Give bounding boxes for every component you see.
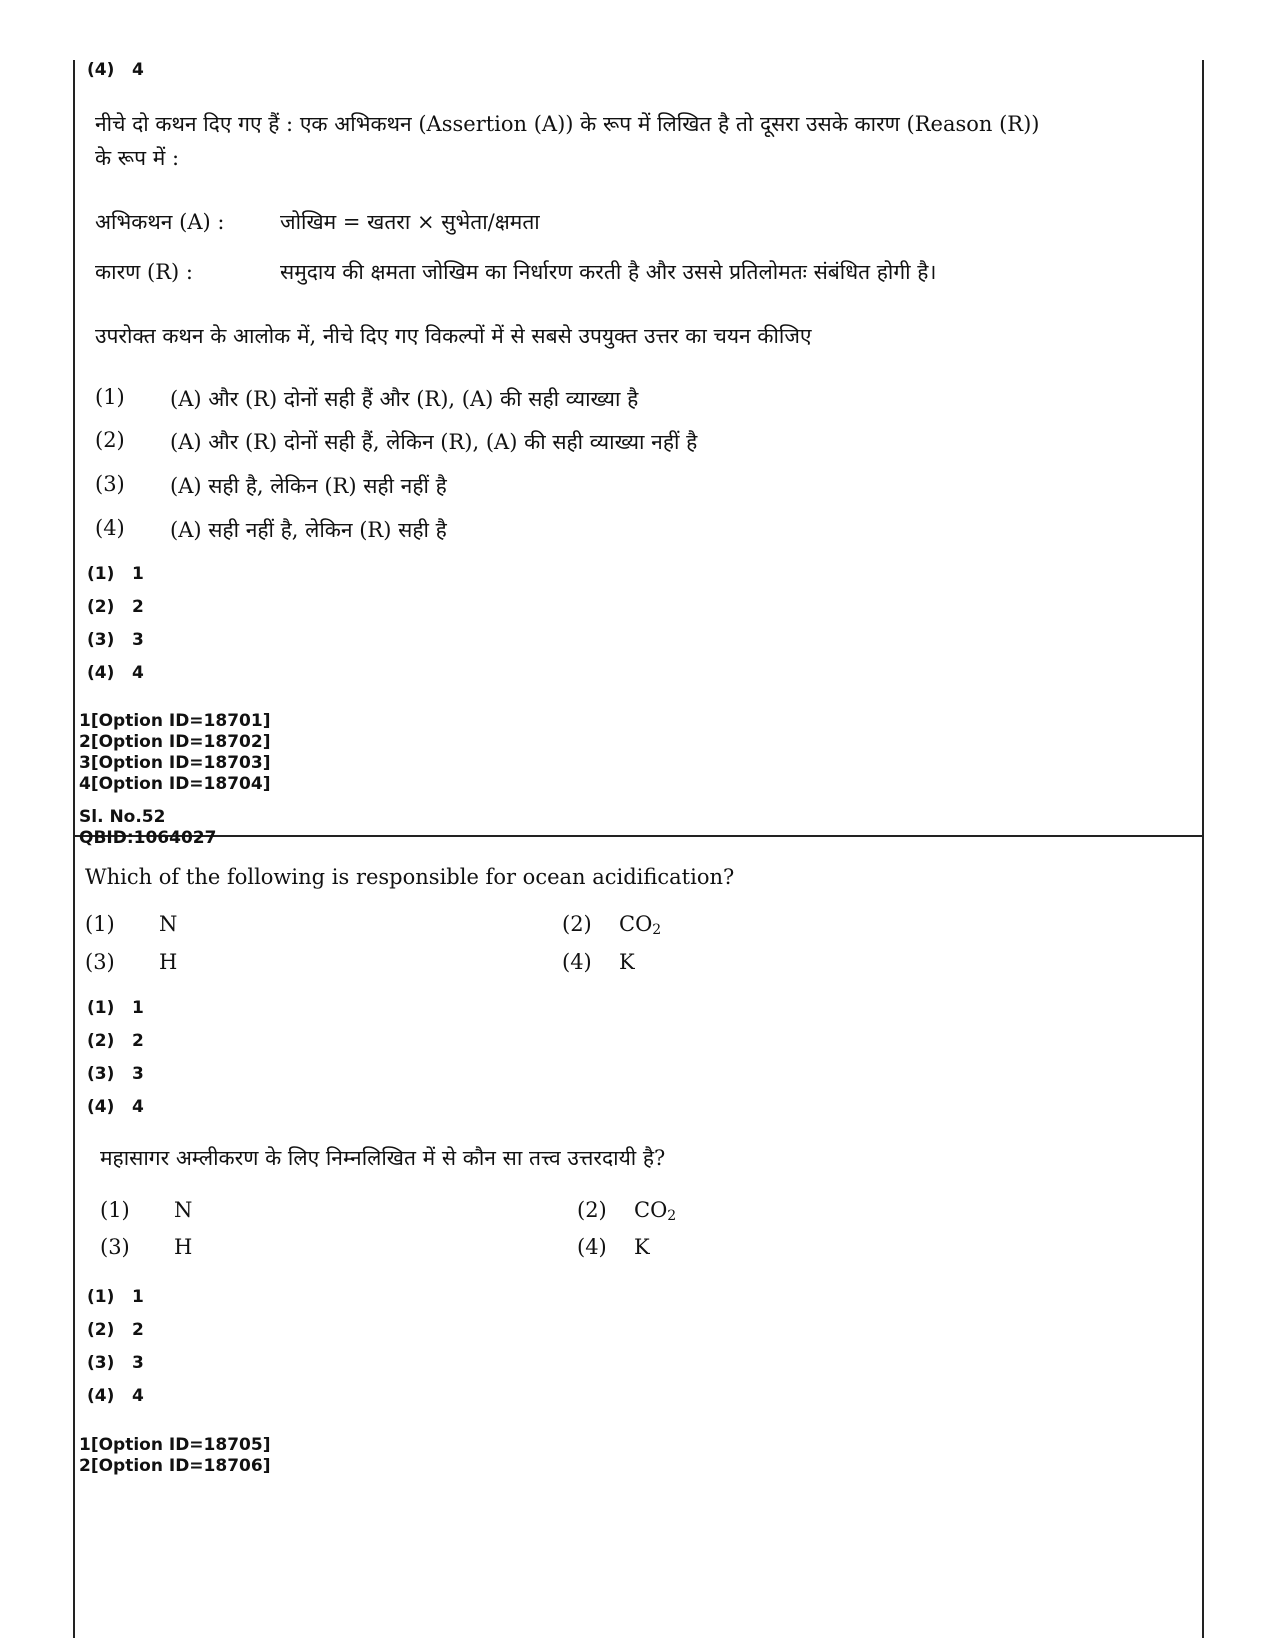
answer-choice [87,998,144,1018]
option-text: (A) सही है, लेकिन (R) सही नहीं है [170,474,447,498]
answer-number: (4) [87,663,115,683]
option-number: (1) [85,912,115,936]
instruction-text: उपरोक्त कथन के आलोक में, नीचे दिए गए विकल्पों में से सबसे उपयुक्त उत्तर का चयन कीजिए [95,324,812,348]
answer-value: 1 [132,1287,144,1307]
question-text-hi: महासागर अम्लीकरण के लिए निम्नलिखित में से कौन सा तत्त्व उत्तरदायी है? [100,1146,666,1170]
option-number: (4) [562,950,592,974]
question-text-en: Which of the following is responsible for ocean acidification? [85,865,735,889]
option-text: K [619,950,635,974]
option-number: (4) [95,516,125,540]
option-id: 2[Option ID=18706] [79,1456,271,1476]
answer-number: (2) [87,1031,115,1051]
reason-text: समुदाय की क्षमता जोखिम का निर्धारण करती है और उससे प्रतिलोमतः संबंधित होगी है। [280,260,937,284]
option-number: (1) [95,385,125,409]
option-text: N [159,912,178,936]
option-text: N [174,1198,193,1222]
answer-value: 3 [132,1064,144,1084]
option-text: (A) सही नहीं है, लेकिन (R) सही है [170,518,447,542]
answer-value: 3 [132,1353,144,1373]
option-number: (2) [95,428,125,452]
answer-number: (3) [87,1353,115,1373]
answer-value: 4 [132,60,144,80]
answer-choice [87,1097,144,1117]
qbid: QBID:1064027 [79,828,217,848]
assertion-text: जोखिम = खतरा × सुभेता/क्षमता [280,210,540,234]
answer-value: 2 [132,597,144,617]
option-text: H [159,950,178,974]
answer-number: (2) [87,1320,115,1340]
answer-value: 1 [132,564,144,584]
option-number: (2) [562,912,592,936]
answer-value: 4 [132,1097,144,1117]
option-text [619,912,661,938]
answer-value: 4 [132,663,144,683]
option-id: 3[Option ID=18703] [79,753,271,773]
option-id: 2[Option ID=18702] [79,732,271,752]
answer-number: (4) [87,1386,115,1406]
option-id: 1[Option ID=18705] [79,1435,271,1455]
answer-choice [87,630,144,650]
answer-value: 3 [132,630,144,650]
formula-subscript: 2 [652,922,662,938]
option-number: (2) [577,1198,607,1222]
serial-number: Sl. No.52 [79,807,166,827]
answer-number: (2) [87,597,115,617]
answer-choice [87,597,144,617]
option-number: (3) [85,950,115,974]
answer-number: (1) [87,1287,115,1307]
option-id: 1[Option ID=18701] [79,711,271,731]
answer-choice [87,1031,144,1051]
option-text: (A) और (R) दोनों सही हैं, लेकिन (R), (A) की सही व्याख्या नहीं है [170,430,698,454]
answer-value: 2 [132,1320,144,1340]
answer-choice [87,1353,144,1373]
question-divider [75,835,1202,837]
option-number: (3) [100,1235,130,1259]
answer-choice [87,1320,144,1340]
assertion-intro-line-2: के रूप में : [95,146,180,170]
option-id: 4[Option ID=18704] [79,774,271,794]
answer-number: (3) [87,1064,115,1084]
option-number: (4) [577,1235,607,1259]
answer-number: (4) [87,1097,115,1117]
option-number: (1) [100,1198,130,1222]
answer-number: (3) [87,630,115,650]
page-frame [73,60,1204,1638]
formula-subscript: 2 [667,1208,677,1224]
option-number: (3) [95,472,125,496]
answer-value: 1 [132,998,144,1018]
formula-base: CO [634,1198,668,1222]
option-text: K [634,1235,650,1259]
answer-choice [87,564,144,584]
answer-value: 4 [132,1386,144,1406]
option-text: H [174,1235,193,1259]
answer-value: 2 [132,1031,144,1051]
assertion-intro-line-1: नीचे दो कथन दिए गए हैं : एक अभिकथन (Assertion (A)) के रूप में लिखित है तो दूसरा उसके कारण (Reason (R)) [95,112,1040,136]
option-text [634,1198,676,1224]
answer-choice [87,1386,144,1406]
answer-choice [87,1064,144,1084]
answer-choice [87,1287,144,1307]
option-text: (A) और (R) दोनों सही हैं और (R), (A) की सही व्याख्या है [170,387,639,411]
answer-choice [87,60,144,80]
answer-number: (1) [87,564,115,584]
formula-base: CO [619,912,653,936]
answer-number: (4) [87,60,115,80]
reason-label: कारण (R) : [95,260,193,284]
answer-number: (1) [87,998,115,1018]
assertion-label: अभिकथन (A) : [95,210,225,234]
answer-choice [87,663,144,683]
